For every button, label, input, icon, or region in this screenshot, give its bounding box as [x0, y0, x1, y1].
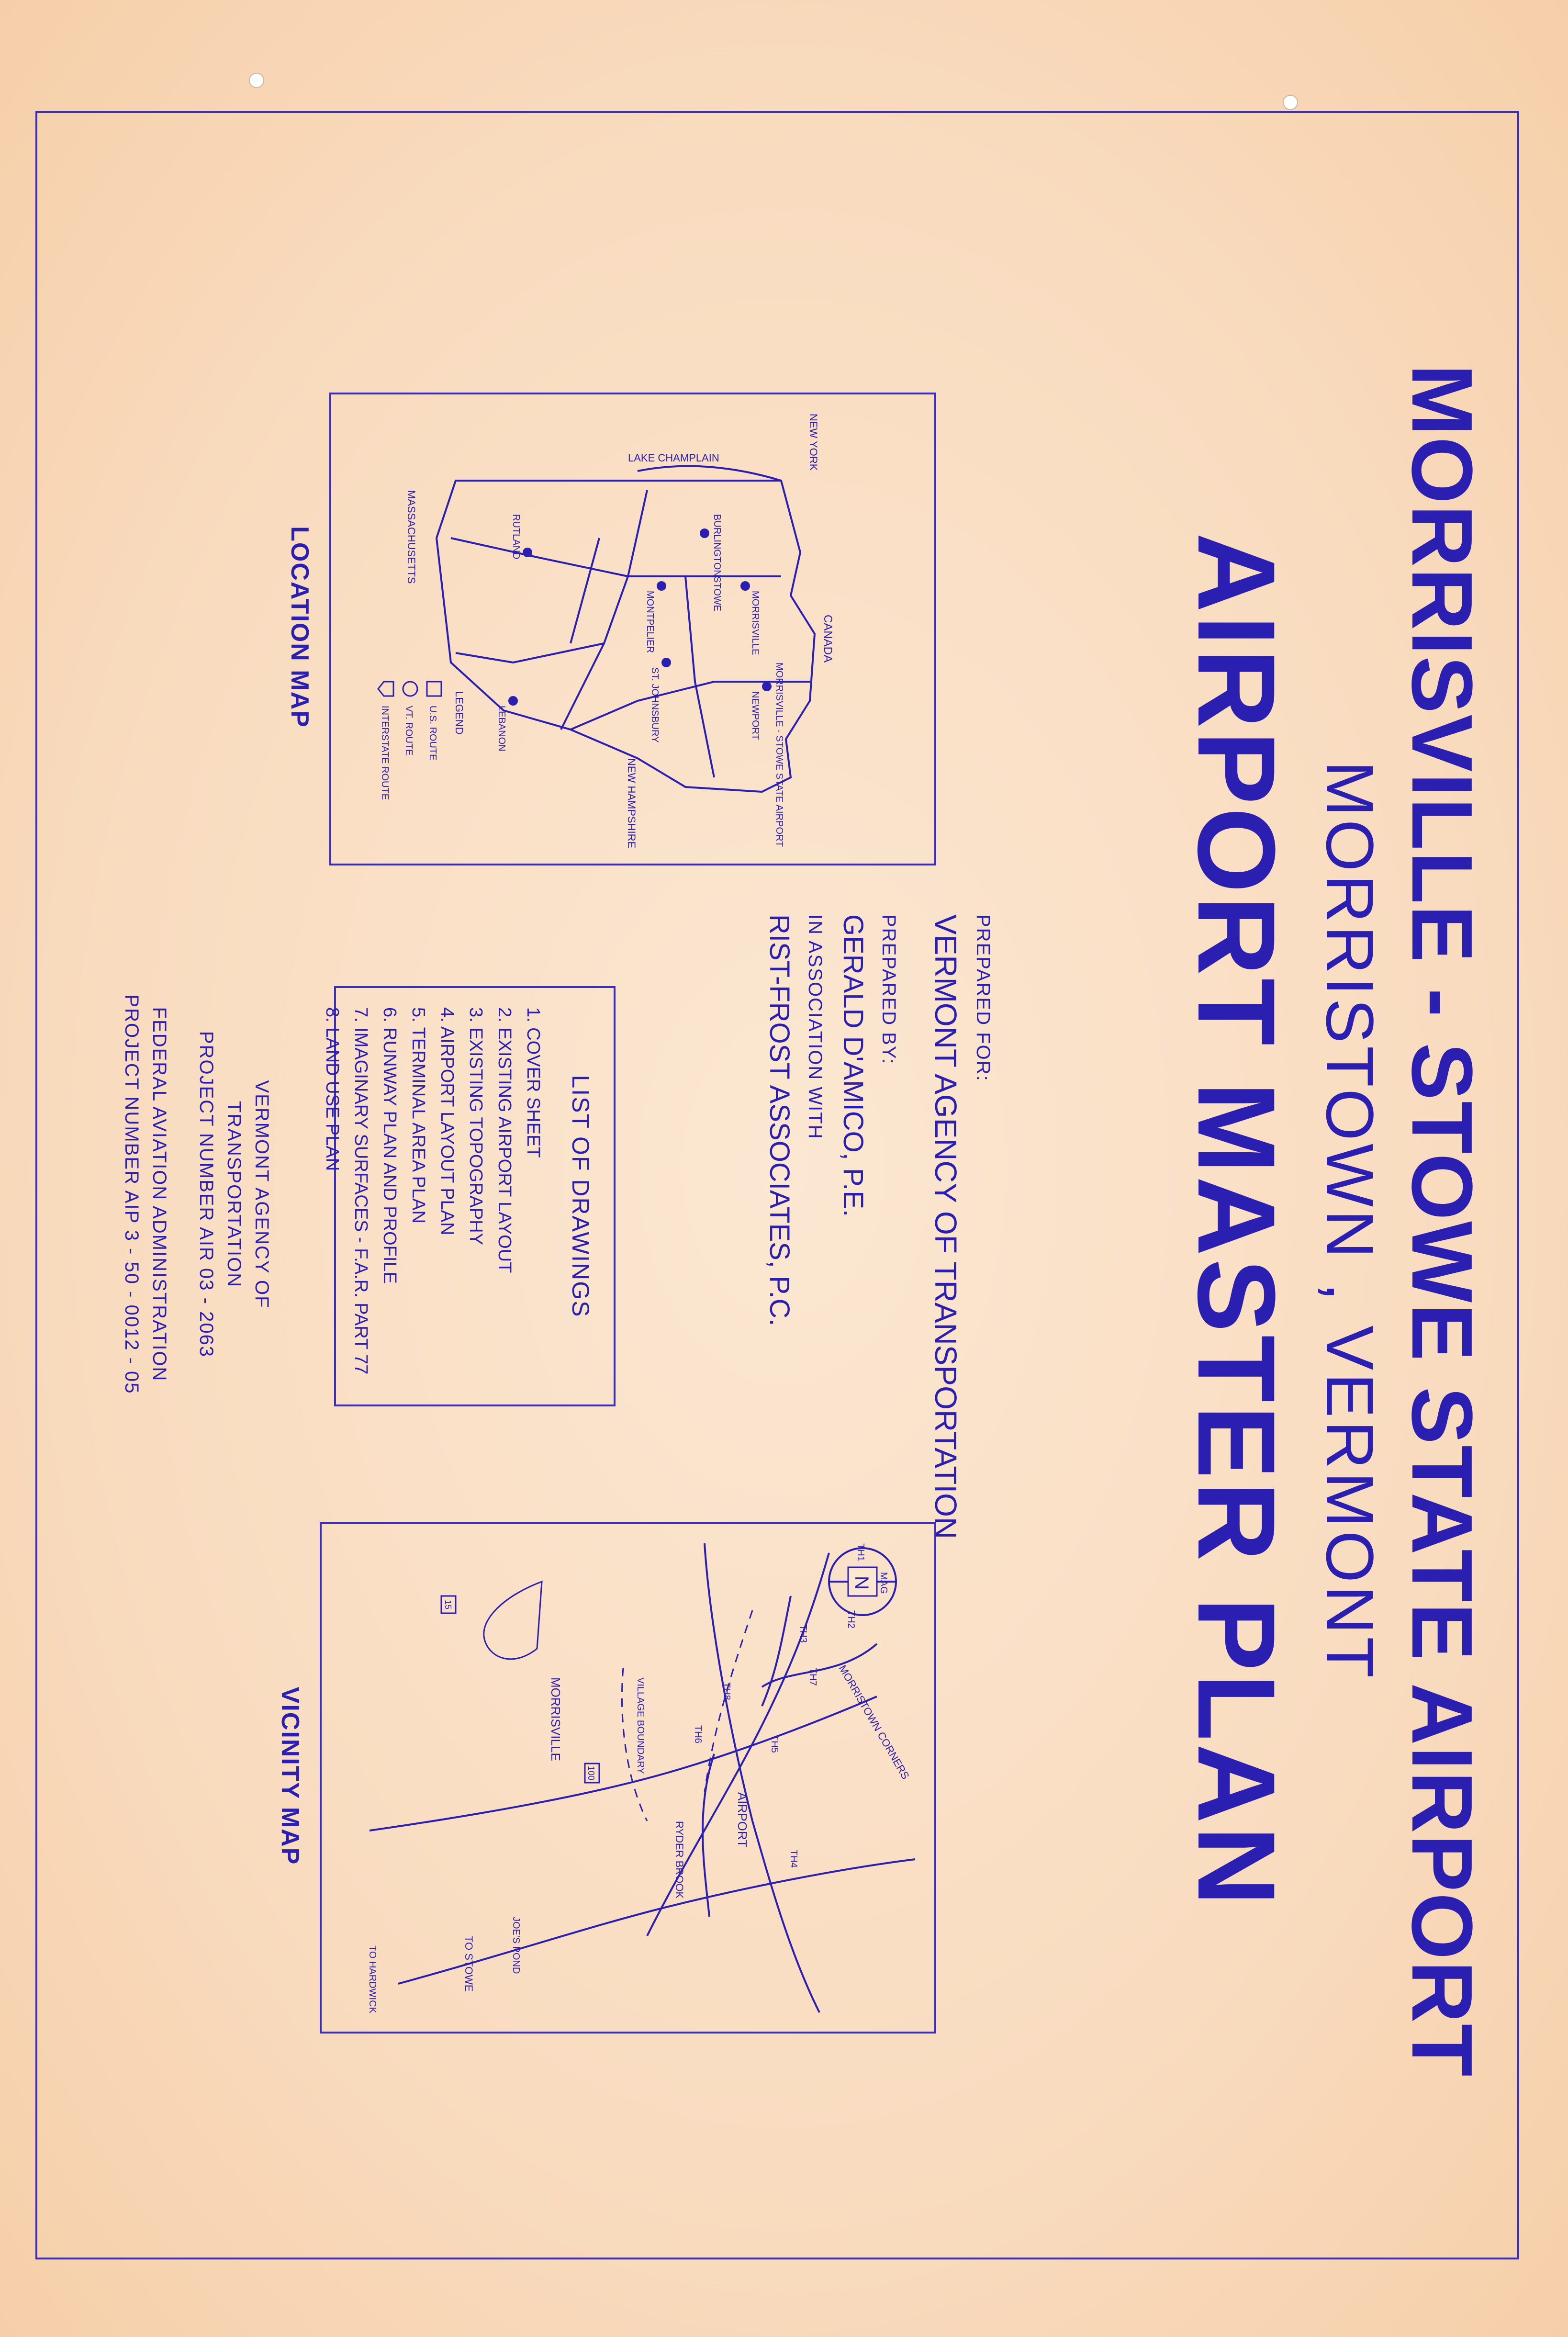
drawing-item: 1. COVER SHEET [523, 1007, 543, 1158]
newport-label: NEWPORT [750, 691, 761, 740]
association-value: RIST-FROST ASSOCIATES, P.C. [764, 914, 795, 1326]
montpelier-label: MONTPELIER [645, 591, 655, 653]
th5-label: TH5 [769, 1735, 780, 1753]
route-4 [571, 538, 599, 643]
lebanon-label: LEBANON [496, 706, 507, 752]
joes-pond [484, 1582, 542, 1659]
th4-label: TH4 [788, 1850, 799, 1868]
drawing-item: 8. LAND USE PLAN [322, 1007, 342, 1171]
vicinity-map-drawing [322, 1524, 934, 2032]
canada-label: CANADA [821, 615, 834, 663]
vicinity-map-title: VICINITY MAP [276, 1686, 304, 1865]
airport-label: AIRPORT [735, 1792, 750, 1848]
road-ryder [703, 1754, 714, 1917]
road-th4 [398, 1859, 915, 1984]
ryder-brook-label: RYDER BROOK [673, 1821, 685, 1899]
st-johnsbury-label: ST. JOHNSBURY [650, 667, 660, 743]
location-map-title: LOCATION MAP [286, 526, 314, 728]
legend-interstate: INTERSTATE ROUTE [380, 706, 390, 800]
drawing-item: 3. EXISTING TOPOGRAPHY [466, 1007, 486, 1245]
route-100-label: 100 [586, 1766, 596, 1781]
airport-title: MORRISVILLE - STOWE STATE AIRPORT [1394, 364, 1490, 2078]
drawing-item: 7. IMAGINARY SURFACES - F.A.R. PART 77 [351, 1007, 371, 1375]
legend-vt-route: VT. ROUTE [403, 706, 414, 756]
morrisville-dot [740, 581, 750, 591]
location-map [329, 393, 936, 865]
north-label: N [851, 1576, 872, 1590]
prepared-by-value: GERALD D'AMICO, P.E. [838, 914, 869, 1217]
th3-label: TH3 [798, 1625, 808, 1643]
plan-title: AIRPORT MASTER PLAN [1175, 533, 1298, 1909]
lake-label: LAKE CHAMPLAIN [628, 452, 719, 464]
route-2 [685, 576, 714, 777]
burlington-label: BURLINGTON [712, 514, 722, 577]
joes-pond-label: JOE'S POND [511, 1917, 521, 1974]
burlington-dot [700, 528, 709, 538]
village-boundary-label: VILLAGE BOUNDARY [635, 1677, 646, 1774]
th7-label: TH7 [807, 1668, 818, 1686]
vicinity-map [320, 1522, 936, 2034]
legend-title: LEGEND [453, 691, 465, 735]
route-7 [451, 538, 781, 576]
rutland-label: RUTLAND [511, 514, 521, 560]
th8-label: TH8 [721, 1682, 732, 1700]
location-legend [378, 682, 465, 800]
stowe-label: STOWE [712, 576, 722, 611]
agency-line: VERMONT AGENCY OF TRANSPORTATION [224, 1080, 272, 1309]
th1-label: TH1 [855, 1543, 866, 1562]
agency-line: FEDERAL AVIATION ADMINISTRATION [149, 1007, 170, 1382]
legend-us-route: U.S. ROUTE [427, 706, 438, 761]
drawings-header: LIST OF DRAWINGS [567, 1075, 594, 1318]
newport-dot [762, 682, 772, 691]
drawing-item: 2. EXISTING AIRPORT LAYOUT [494, 1007, 515, 1273]
rutland-dot [523, 548, 532, 557]
prepared-for-label: PREPARED FOR: [973, 914, 994, 1082]
prepared-by-label: PREPARED BY: [878, 914, 899, 1065]
association-label: IN ASSOCIATION WITH [805, 914, 826, 1140]
to-stowe-label: TO STOWE [463, 1936, 475, 1992]
st-johnsbury-dot [661, 658, 671, 667]
th2-label: TH2 [846, 1610, 856, 1629]
agency-block [118, 986, 276, 1403]
th6-label: TH6 [693, 1725, 703, 1743]
prepared-for-value: VERMONT AGENCY OF TRANSPORTATION [929, 914, 963, 1539]
morrisville-label: MORRISVILLE [750, 591, 761, 655]
morrisville-label: MORRISVILLE [549, 1677, 563, 1761]
new-hampshire-label: NEW HAMPSHIRE [626, 758, 638, 849]
airport-label: MORRISVILLE - STOWE STATE AIRPORT [774, 663, 784, 847]
road-th6 [705, 1543, 819, 2012]
new-york-label: NEW YORK [807, 414, 819, 471]
agency-line: PROJECT NUMBER AIR 03 - 2063 [196, 1031, 217, 1358]
route-100 [456, 643, 604, 663]
morristown-corners-label: MORRISTOWN CORNERS [836, 1663, 912, 1782]
location-subtitle: MORRISTOWN , VERMONT [1312, 761, 1388, 1681]
to-hardwick-label: TO HARDWICK [367, 1945, 378, 2013]
lebanon-dot [508, 696, 518, 706]
road-th7 [762, 1596, 791, 1706]
mag-label: MAG [878, 1572, 889, 1594]
drawing-item: 6. RUNWAY PLAN AND PROFILE [380, 1007, 400, 1284]
agency-line: PROJECT NUMBER AIP 3 - 50 - 0012 - 05 [121, 994, 142, 1394]
lake-champlain-shore [638, 466, 781, 481]
massachusetts-label: MASSACHUSETTS [405, 490, 417, 584]
drawing-item: 5. TERMINAL AREA PLAN [408, 1007, 428, 1224]
route-15-label: 15 [443, 1600, 453, 1610]
drawing-item: 4. AIRPORT LAYOUT PLAN [437, 1007, 457, 1236]
drawings-list [322, 986, 616, 1406]
location-map-drawing [331, 394, 934, 864]
route-89 [561, 490, 647, 730]
montpelier-dot [657, 581, 666, 591]
